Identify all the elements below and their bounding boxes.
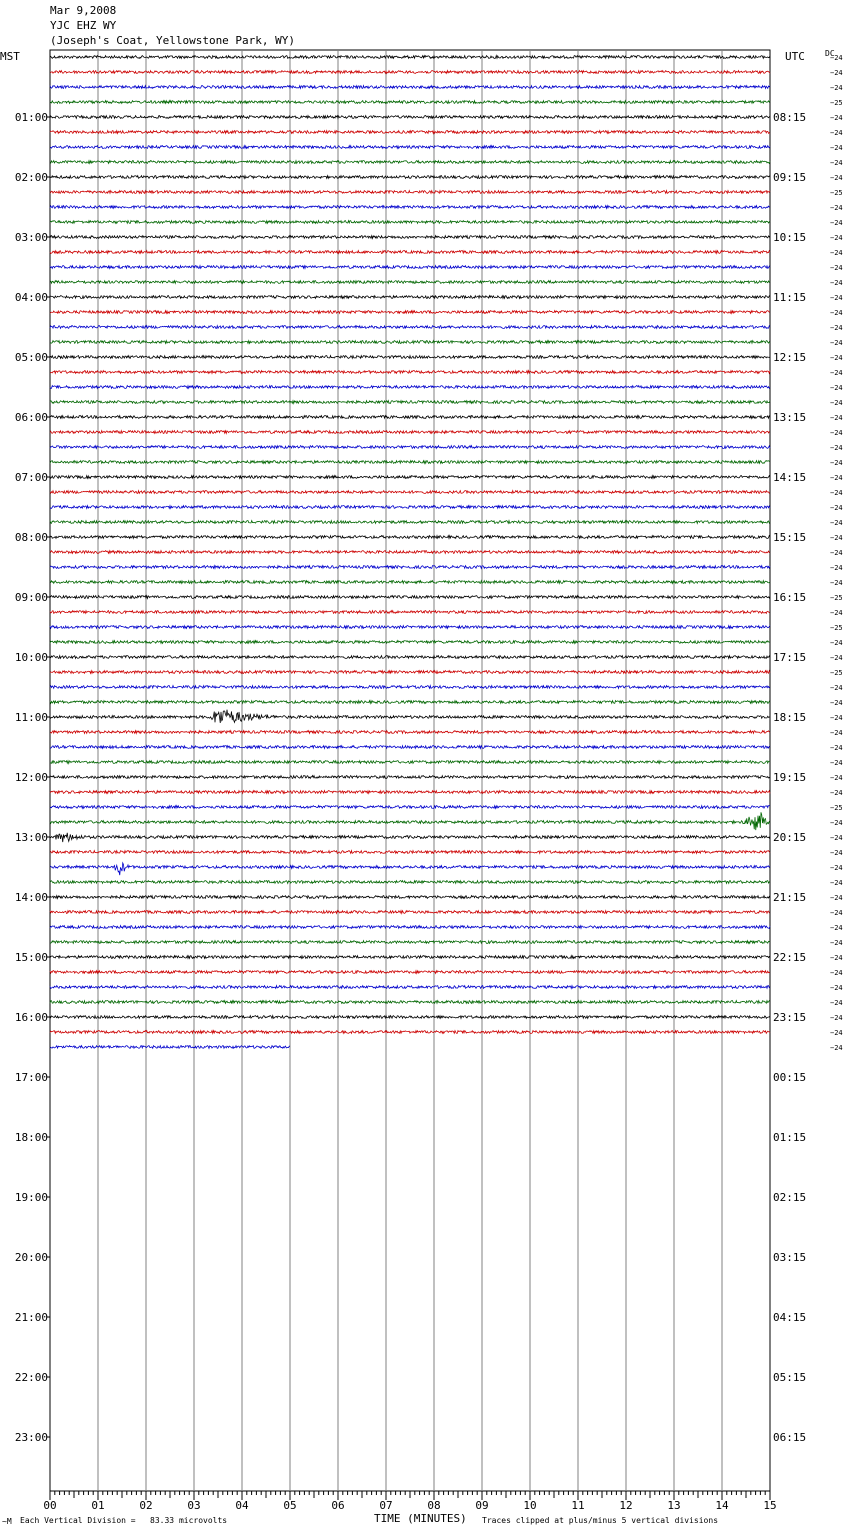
right-hour-label: 23:15 bbox=[773, 1011, 807, 1024]
seismic-trace bbox=[50, 956, 770, 959]
seismic-trace bbox=[50, 596, 770, 599]
seismic-trace bbox=[50, 146, 770, 149]
dc-offset-label: −24 bbox=[830, 984, 843, 992]
right-hour-label: 04:15 bbox=[773, 1311, 807, 1324]
seismic-trace bbox=[50, 611, 770, 614]
seismic-trace bbox=[50, 56, 770, 59]
dc-offset-label: −25 bbox=[830, 594, 843, 602]
seismic-trace bbox=[50, 431, 770, 434]
right-hour-label: 12:15 bbox=[773, 351, 807, 364]
seismic-trace bbox=[50, 71, 770, 74]
seismic-trace bbox=[50, 551, 770, 554]
x-tick-label: 08 bbox=[427, 1499, 441, 1512]
seismic-trace bbox=[50, 206, 770, 209]
x-tick-label: 02 bbox=[139, 1499, 153, 1512]
dc-offset-label: −24 bbox=[830, 924, 843, 932]
left-hour-label: 18:00 bbox=[14, 1131, 48, 1144]
seismic-trace bbox=[50, 581, 770, 584]
dc-offset-label: −25 bbox=[830, 804, 843, 812]
seismic-trace bbox=[50, 911, 770, 914]
x-tick-label: 04 bbox=[235, 1499, 249, 1512]
right-hour-label: 10:15 bbox=[773, 231, 807, 244]
seismic-trace bbox=[50, 881, 770, 884]
dc-offset-label: −25 bbox=[830, 669, 843, 677]
right-hour-label: 11:15 bbox=[773, 291, 807, 304]
left-hour-label: 21:00 bbox=[14, 1311, 48, 1324]
seismic-trace bbox=[50, 896, 770, 899]
dc-offset-label: −24 bbox=[830, 534, 843, 542]
left-hour-label: 04:00 bbox=[14, 291, 48, 304]
dc-offset-label: −24 bbox=[830, 489, 843, 497]
left-hour-label: 12:00 bbox=[14, 771, 48, 784]
seismic-trace bbox=[50, 116, 770, 119]
dc-offset-label: −24 bbox=[830, 129, 843, 137]
seismic-trace bbox=[50, 1046, 290, 1049]
dc-offset-label: −24 bbox=[830, 519, 843, 527]
seismic-trace bbox=[50, 686, 770, 689]
dc-offset-label: −24 bbox=[830, 54, 843, 62]
seismic-trace bbox=[50, 251, 770, 254]
seismic-trace bbox=[50, 476, 770, 479]
right-hour-label: 21:15 bbox=[773, 891, 807, 904]
x-tick-label: 09 bbox=[475, 1499, 489, 1512]
seismic-trace bbox=[50, 941, 770, 944]
dc-offset-label: −24 bbox=[830, 384, 843, 392]
left-hour-label: 10:00 bbox=[14, 651, 48, 664]
dc-offset-label: −24 bbox=[830, 909, 843, 917]
seismic-trace bbox=[50, 986, 770, 989]
dc-offset-label: −24 bbox=[830, 579, 843, 587]
seismic-trace bbox=[50, 656, 770, 659]
seismic-trace bbox=[50, 791, 770, 794]
dc-offset-label: −24 bbox=[830, 114, 843, 122]
dc-offset-label: −24 bbox=[830, 264, 843, 272]
dc-offset-label: −24 bbox=[830, 429, 843, 437]
seismic-trace bbox=[50, 131, 770, 134]
dc-offset-label: −24 bbox=[830, 219, 843, 227]
x-tick-label: 14 bbox=[715, 1499, 729, 1512]
dc-offset-label: −24 bbox=[830, 414, 843, 422]
dc-offset-label: −24 bbox=[830, 684, 843, 692]
seismic-trace bbox=[50, 341, 770, 344]
seismic-trace bbox=[50, 701, 770, 704]
seismic-trace bbox=[50, 461, 770, 464]
seismic-trace bbox=[50, 386, 770, 389]
dc-offset-label: −24 bbox=[830, 354, 843, 362]
x-tick-label: 05 bbox=[283, 1499, 297, 1512]
dc-offset-label: −24 bbox=[830, 834, 843, 842]
left-hour-label: 19:00 bbox=[14, 1191, 48, 1204]
right-hour-label: 09:15 bbox=[773, 171, 807, 184]
seismic-trace bbox=[50, 176, 770, 179]
dc-offset-label: −24 bbox=[830, 339, 843, 347]
right-hour-label: 00:15 bbox=[773, 1071, 807, 1084]
left-hour-label: 01:00 bbox=[14, 111, 48, 124]
chart-location: (Joseph's Coat, Yellowstone Park, WY) bbox=[50, 34, 296, 47]
left-hour-label: 03:00 bbox=[14, 231, 48, 244]
seismic-trace bbox=[50, 746, 770, 749]
chart-station: YJC EHZ WY bbox=[50, 19, 117, 32]
seismic-trace bbox=[50, 710, 770, 723]
left-hour-label: 17:00 bbox=[14, 1071, 48, 1084]
dc-label: DC bbox=[825, 49, 835, 58]
left-hour-label: 14:00 bbox=[14, 891, 48, 904]
dc-offset-label: −24 bbox=[830, 759, 843, 767]
seismic-trace bbox=[50, 812, 770, 830]
seismic-trace bbox=[50, 626, 770, 629]
seismic-trace bbox=[50, 311, 770, 314]
right-hour-label: 20:15 bbox=[773, 831, 807, 844]
right-hour-label: 05:15 bbox=[773, 1371, 807, 1384]
left-hour-label: 06:00 bbox=[14, 411, 48, 424]
chart-date: Mar 9,2008 bbox=[50, 4, 117, 17]
dc-offset-label: −24 bbox=[830, 639, 843, 647]
dc-offset-label: −24 bbox=[830, 609, 843, 617]
right-hour-label: 02:15 bbox=[773, 1191, 807, 1204]
right-hour-label: 19:15 bbox=[773, 771, 807, 784]
dc-offset-label: −24 bbox=[830, 324, 843, 332]
dc-offset-label: −24 bbox=[830, 279, 843, 287]
dc-offset-label: −24 bbox=[830, 864, 843, 872]
dc-offset-label: −24 bbox=[830, 309, 843, 317]
left-hour-label: 08:00 bbox=[14, 531, 48, 544]
left-hour-label: 02:00 bbox=[14, 171, 48, 184]
dc-offset-label: −24 bbox=[830, 84, 843, 92]
dc-offset-label: −24 bbox=[830, 249, 843, 257]
seismic-trace bbox=[50, 86, 770, 89]
dc-offset-label: −24 bbox=[830, 369, 843, 377]
logo-mark: ~M bbox=[2, 1517, 12, 1526]
x-tick-label: 01 bbox=[91, 1499, 105, 1512]
seismic-trace bbox=[50, 851, 770, 854]
dc-offset-label: −24 bbox=[830, 549, 843, 557]
dc-offset-label: −24 bbox=[830, 894, 843, 902]
dc-offset-label: −24 bbox=[830, 69, 843, 77]
seismic-trace bbox=[50, 191, 770, 194]
seismic-trace bbox=[50, 863, 770, 875]
left-hour-label: 16:00 bbox=[14, 1011, 48, 1024]
left-hour-label: 07:00 bbox=[14, 471, 48, 484]
footer-scale-note: Each Vertical Division = 83.33 microvolts bbox=[20, 1516, 228, 1525]
seismic-trace bbox=[50, 761, 770, 764]
left-hour-label: 15:00 bbox=[14, 951, 48, 964]
seismic-trace bbox=[50, 671, 770, 674]
dc-offset-label: −24 bbox=[830, 444, 843, 452]
left-hour-label: 23:00 bbox=[14, 1431, 48, 1444]
seismic-trace bbox=[50, 536, 770, 539]
left-hour-label: 22:00 bbox=[14, 1371, 48, 1384]
seismic-trace bbox=[50, 833, 770, 842]
dc-offset-label: −24 bbox=[830, 504, 843, 512]
dc-offset-label: −24 bbox=[830, 999, 843, 1007]
left-hour-label: 05:00 bbox=[14, 351, 48, 364]
seismic-trace bbox=[50, 1031, 770, 1034]
dc-offset-label: −24 bbox=[830, 969, 843, 977]
dc-offset-label: −24 bbox=[830, 849, 843, 857]
x-tick-label: 00 bbox=[43, 1499, 57, 1512]
dc-offset-label: −24 bbox=[830, 399, 843, 407]
seismic-trace bbox=[50, 446, 770, 449]
seismic-trace bbox=[50, 101, 770, 104]
dc-offset-label: −24 bbox=[830, 654, 843, 662]
x-tick-label: 11 bbox=[571, 1499, 585, 1512]
seismic-trace bbox=[50, 776, 770, 779]
seismic-trace bbox=[50, 371, 770, 374]
seismic-trace bbox=[50, 971, 770, 974]
dc-offset-label: −24 bbox=[830, 819, 843, 827]
dc-offset-label: −24 bbox=[830, 879, 843, 887]
seismic-trace bbox=[50, 266, 770, 269]
seismic-trace bbox=[50, 1001, 770, 1004]
dc-offset-label: −24 bbox=[830, 1014, 843, 1022]
seismic-trace bbox=[50, 926, 770, 929]
dc-offset-label: −25 bbox=[830, 99, 843, 107]
right-hour-label: 13:15 bbox=[773, 411, 807, 424]
x-tick-label: 06 bbox=[331, 1499, 345, 1512]
x-tick-label: 07 bbox=[379, 1499, 393, 1512]
x-tick-label: 15 bbox=[763, 1499, 777, 1512]
x-tick-label: 12 bbox=[619, 1499, 633, 1512]
left-hour-label: 09:00 bbox=[14, 591, 48, 604]
seismic-trace bbox=[50, 236, 770, 239]
dc-offset-label: −24 bbox=[830, 144, 843, 152]
seismic-trace bbox=[50, 161, 770, 164]
seismic-trace bbox=[50, 221, 770, 224]
seismic-trace bbox=[50, 506, 770, 509]
dc-offset-label: −24 bbox=[830, 789, 843, 797]
right-hour-label: 18:15 bbox=[773, 711, 807, 724]
x-tick-label: 10 bbox=[523, 1499, 537, 1512]
right-hour-label: 15:15 bbox=[773, 531, 807, 544]
left-hour-label: 20:00 bbox=[14, 1251, 48, 1264]
seismic-trace bbox=[50, 566, 770, 569]
dc-offset-label: −24 bbox=[830, 204, 843, 212]
x-tick-label: 13 bbox=[667, 1499, 681, 1512]
dc-offset-label: −24 bbox=[830, 1029, 843, 1037]
seismic-trace bbox=[50, 326, 770, 329]
seismic-trace bbox=[50, 296, 770, 299]
right-hour-label: 01:15 bbox=[773, 1131, 807, 1144]
dc-offset-label: −24 bbox=[830, 474, 843, 482]
dc-offset-label: −25 bbox=[830, 624, 843, 632]
seismic-trace bbox=[50, 1016, 770, 1019]
right-hour-label: 16:15 bbox=[773, 591, 807, 604]
seismic-trace bbox=[50, 806, 770, 809]
right-hour-label: 17:15 bbox=[773, 651, 807, 664]
seismic-trace bbox=[50, 521, 770, 524]
right-timezone-label: UTC bbox=[785, 50, 805, 63]
dc-offset-label: −24 bbox=[830, 729, 843, 737]
dc-offset-label: −24 bbox=[830, 954, 843, 962]
dc-offset-label: −24 bbox=[830, 174, 843, 182]
dc-offset-label: −24 bbox=[830, 294, 843, 302]
seismic-trace bbox=[50, 416, 770, 419]
dc-offset-label: −25 bbox=[830, 189, 843, 197]
right-hour-label: 22:15 bbox=[773, 951, 807, 964]
seismic-trace bbox=[50, 356, 770, 359]
left-hour-label: 13:00 bbox=[14, 831, 48, 844]
footer-clip-note: Traces clipped at plus/minus 5 vertical divisions bbox=[482, 1516, 719, 1525]
right-hour-label: 06:15 bbox=[773, 1431, 807, 1444]
dc-offset-label: −24 bbox=[830, 459, 843, 467]
dc-offset-label: −24 bbox=[830, 159, 843, 167]
dc-offset-label: −24 bbox=[830, 234, 843, 242]
dc-offset-label: −24 bbox=[830, 939, 843, 947]
left-timezone-label: MST bbox=[0, 50, 20, 63]
dc-offset-label: −24 bbox=[830, 564, 843, 572]
dc-offset-label: −24 bbox=[830, 774, 843, 782]
seismic-trace bbox=[50, 731, 770, 734]
dc-offset-label: −24 bbox=[830, 714, 843, 722]
right-hour-label: 14:15 bbox=[773, 471, 807, 484]
seismic-trace bbox=[50, 281, 770, 284]
dc-offset-label: −24 bbox=[830, 1044, 843, 1052]
left-hour-label: 11:00 bbox=[14, 711, 48, 724]
dc-offset-label: −24 bbox=[830, 699, 843, 707]
right-hour-label: 03:15 bbox=[773, 1251, 807, 1264]
right-hour-label: 08:15 bbox=[773, 111, 807, 124]
seismic-trace bbox=[50, 641, 770, 644]
dc-offset-label: −24 bbox=[830, 744, 843, 752]
seismic-trace bbox=[50, 491, 770, 494]
x-tick-label: 03 bbox=[187, 1499, 201, 1512]
x-axis-label: TIME (MINUTES) bbox=[374, 1512, 467, 1525]
seismic-trace bbox=[50, 401, 770, 404]
